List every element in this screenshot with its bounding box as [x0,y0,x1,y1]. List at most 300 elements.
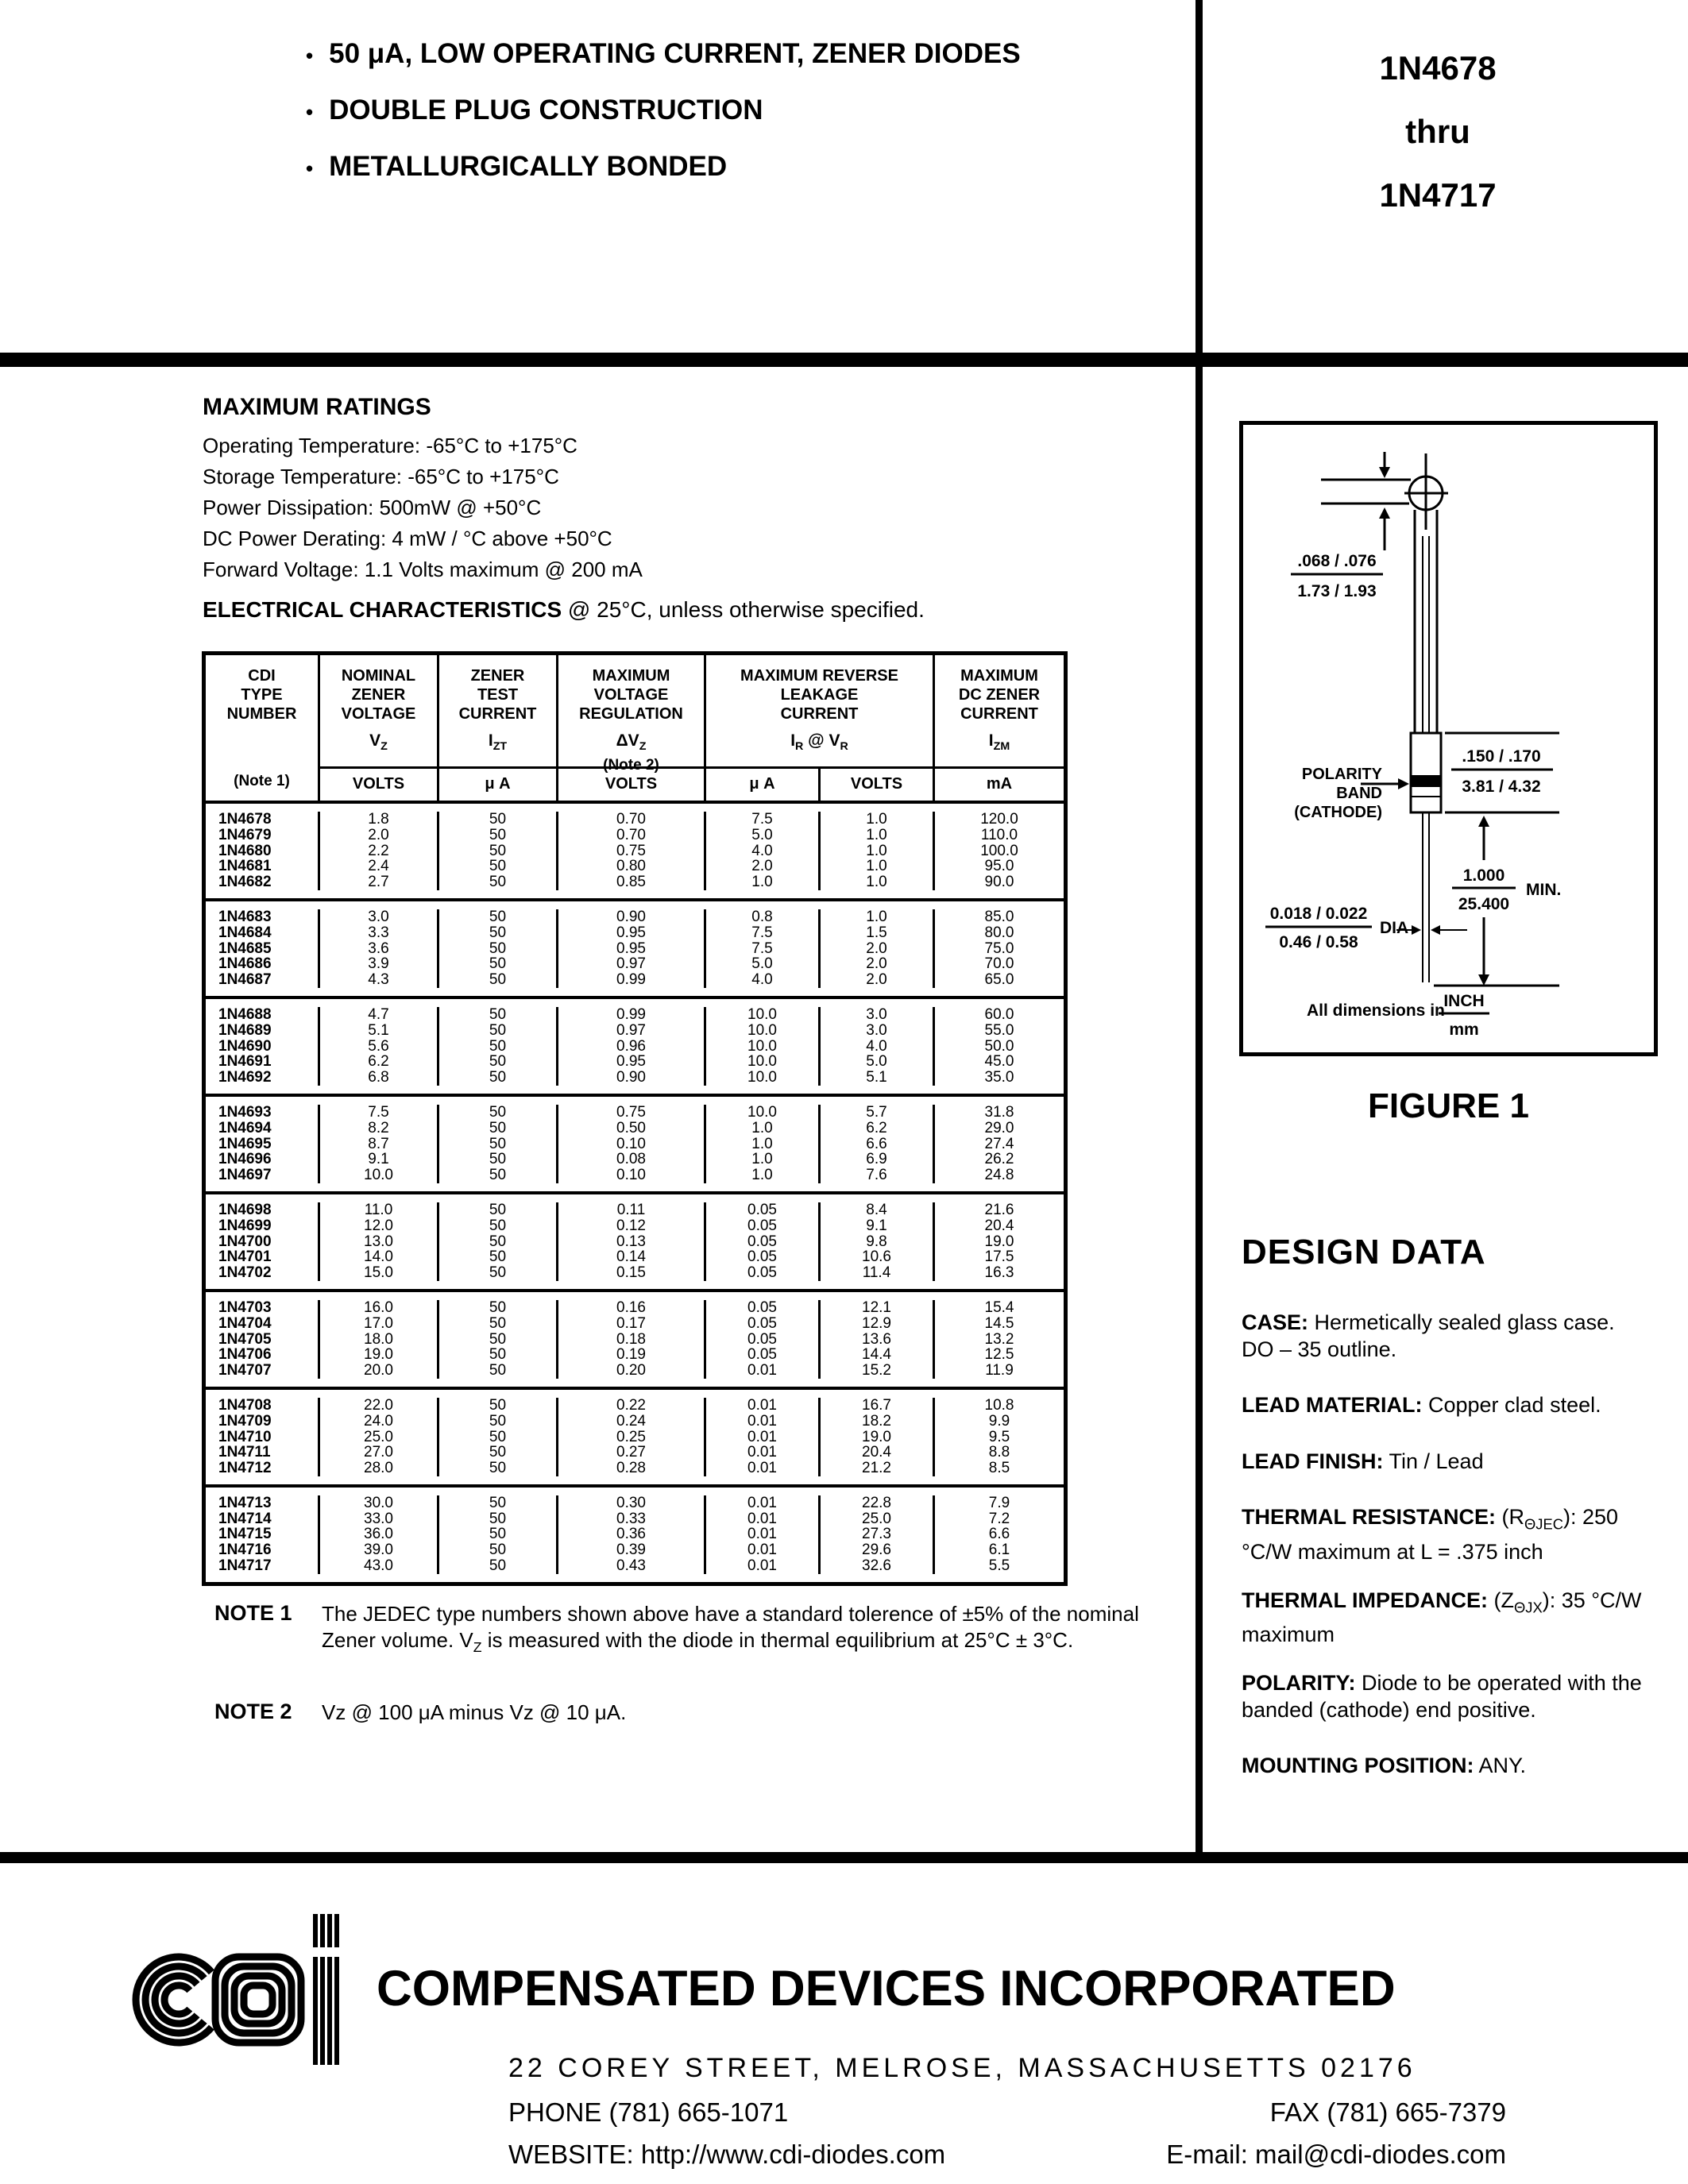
cell-value: 65.0 [984,971,1014,989]
cell-value: 50 [439,1249,558,1265]
cell-type-number: 1N4681 [206,859,320,874]
part-last: 1N4717 [1379,176,1497,214]
table-group [206,1094,1064,1191]
cell-type-number: 1N4716 [206,1542,320,1558]
table-group [206,898,1064,996]
cell-value: 22.0 [320,1398,439,1414]
header-note: (Note 2) [603,757,659,774]
table-row [206,1070,1064,1086]
company-website: WEBSITE: http://www.cdi-diodes.com [508,2140,946,2169]
dim-length-mm: 25.400 [1458,895,1510,913]
cell-value: 24.0 [320,1414,439,1430]
cell-value: 16.3 [984,1264,1014,1282]
maximum-ratings-title: MAXIMUM RATINGS [203,394,431,420]
vertical-divider [1196,0,1203,1852]
cell-value: 16.7 [821,1398,935,1414]
cell-type-number: 1N4699 [206,1218,320,1234]
cell-value: 10.0 [320,1167,439,1183]
table-row [206,1542,1064,1558]
cell-value: 0.16 [558,1300,706,1316]
cell-value: 50 [439,1461,558,1476]
header-line: NUMBER [226,705,297,723]
feature-text: 50 μA, LOW OPERATING CURRENT, ZENER DIODES [329,38,1021,69]
unit-cell: μ A [439,769,558,801]
cell-value: 11.0 [320,1202,439,1218]
table-row [206,1363,1064,1379]
cell-value: 0.97 [558,1023,706,1039]
cell-value: 0.96 [558,1039,706,1055]
part-first: 1N4678 [1379,49,1497,87]
cell-value: 20.4 [984,1217,1014,1234]
cell-value: 100.0 [980,842,1018,859]
cell-value: 0.95 [558,925,706,941]
cell-value: 19.0 [320,1347,439,1363]
electrical-characteristics-table [202,651,1068,1586]
cell-value: 0.05 [706,1218,821,1234]
cell-value: 95.0 [984,858,1014,875]
dim-lead-inch: .068 / .076 [1297,552,1377,570]
feature-bullets [306,38,1021,207]
table-row [206,1347,1064,1363]
cell-value: 0.01 [706,1511,821,1527]
header-line: CDI [248,667,276,685]
cell-value: 29.0 [984,1119,1014,1136]
table-row [206,941,1064,957]
cell-type-number: 1N4678 [206,812,320,828]
cell-value: 4.0 [706,972,821,988]
cell-value: 0.08 [558,1152,706,1167]
cell-value: 1.8 [320,812,439,828]
cell-value: 0.10 [558,1136,706,1152]
cell-value: 27.0 [320,1445,439,1461]
figure-1-box [1239,421,1658,1056]
cell-value: 0.39 [558,1542,706,1558]
cell-value: 10.0 [706,1007,821,1023]
cell-value: 22.8 [821,1495,935,1511]
table-row [206,1007,1064,1023]
symbol-ir-vr: $I_R$ @ $V_R$ [790,731,848,754]
table-row [206,874,1064,890]
design-item-thermal-resistance: THERMAL RESISTANCE: $(R_{\Theta JEC})$: 250 °C/W maximum at L = .375 inch [1242,1505,1619,1564]
cell-value: 12.0 [320,1218,439,1234]
cell-type-number: 1N4715 [206,1526,320,1542]
cell-value: 50 [439,828,558,843]
cell-value: 50 [439,1105,558,1121]
table-row [206,1218,1064,1234]
design-item-polarity: POLARITY: Diode to be operated with the banded (cathode) end positive. [1242,1670,1642,1722]
cell-value: 50 [439,1023,558,1039]
cell-value: 6.1 [988,1542,1010,1559]
cell-value: 9.1 [821,1218,935,1234]
cell-value: 0.17 [558,1316,706,1332]
cell-value: 50 [439,1265,558,1281]
cell-value: 50 [439,1495,558,1511]
dim-dia-label: DIA [1380,919,1409,937]
dim-body-mm: 3.81 / 4.32 [1462,778,1541,796]
cell-value: 50 [439,1070,558,1086]
cell-value: 0.19 [558,1347,706,1363]
cell-value: 55.0 [984,1021,1014,1039]
cell-value: 0.01 [706,1542,821,1558]
rating-line: Forward Voltage: 1.1 Volts maximum @ 200 mA [203,558,643,581]
cell-value: 8.4 [821,1202,935,1218]
cell-type-number: 1N4692 [206,1070,320,1086]
cell-value: 2.4 [320,859,439,874]
part-thru: thru [1405,113,1470,150]
cell-value: 2.0 [320,828,439,843]
cell-value: 6.6 [988,1526,1010,1543]
cell-value: 9.9 [988,1412,1010,1430]
cell-value: 2.2 [320,843,439,859]
cell-value: 0.05 [706,1249,821,1265]
header-nominal-zener-voltage: NOMINAL ZENER VOLTAGE $V_Z$ [320,655,439,766]
electrical-heading-rest: @ 25°C, unless otherwise specified. [562,597,925,622]
cell-value: 4.7 [320,1007,439,1023]
table-header [206,655,1064,801]
cell-value: 0.05 [706,1300,821,1316]
cell-type-number: 1N4695 [206,1136,320,1152]
cell-value: 0.8 [706,909,821,925]
polarity-band [1411,775,1441,787]
cell-value: 0.01 [706,1398,821,1414]
cell-value: 50 [439,1136,558,1152]
cell-value: 50 [439,812,558,828]
cell-value: 50 [439,1054,558,1070]
cell-value: 7.5 [706,941,821,957]
cell-value: 1.0 [706,1136,821,1152]
table-row [206,1430,1064,1445]
rating-line: Operating Temperature: -65°C to +175°C [203,434,577,457]
cell-value: 0.50 [558,1121,706,1136]
cell-value: 3.0 [821,1007,935,1023]
cell-value: 0.05 [706,1265,821,1281]
symbol-izt: $I_{ZT}$ [488,731,508,754]
table-row [206,956,1064,972]
cell-value: 14.0 [320,1249,439,1265]
cell-type-number: 1N4685 [206,941,320,957]
cell-value: 3.0 [821,1023,935,1039]
cell-value: 7.5 [320,1105,439,1121]
cell-value: 0.20 [558,1363,706,1379]
dim-length-inch: 1.000 [1462,866,1505,885]
cell-value: 0.14 [558,1249,706,1265]
cell-value: 32.6 [821,1558,935,1574]
dims-note: All dimensions in [1307,1001,1445,1020]
cell-type-number: 1N4679 [206,828,320,843]
dim-dia-mm: 0.46 / 0.58 [1279,933,1358,951]
cell-value: 10.0 [706,1070,821,1086]
cell-type-number: 1N4698 [206,1202,320,1218]
table-group [206,1387,1064,1484]
cell-value: 0.75 [558,843,706,859]
cell-value: 0.80 [558,859,706,874]
cell-value: 3.9 [320,956,439,972]
note2-label: NOTE 2 [214,1700,292,1723]
cell-value: 70.0 [984,955,1014,973]
cell-value: 0.01 [706,1526,821,1542]
design-item-lead-material: LEAD MATERIAL: Copper clad steel. [1242,1393,1601,1418]
cell-value: 0.97 [558,956,706,972]
cell-value: 5.0 [706,828,821,843]
cell-value: 85.0 [984,908,1014,925]
cell-value: 0.85 [558,874,706,890]
cell-value: 50 [439,859,558,874]
cell-type-number: 1N4717 [206,1558,320,1574]
cell-value: 0.25 [558,1430,706,1445]
cell-value: 24.8 [984,1167,1014,1184]
cell-value: 27.4 [984,1135,1014,1152]
cell-type-number: 1N4712 [206,1461,320,1476]
cell-value: 21.2 [821,1461,935,1476]
cell-value: 0.27 [558,1445,706,1461]
cell-value: 0.22 [558,1398,706,1414]
cell-value: 50 [439,1316,558,1332]
cell-value: 1.0 [821,909,935,925]
table-row [206,1445,1064,1461]
cell-value: 0.24 [558,1414,706,1430]
cell-value: 50 [439,1167,558,1183]
cell-value: 1.0 [821,859,935,874]
table-group [206,1191,1064,1289]
cell-value: 9.8 [821,1234,935,1250]
cell-value: 0.30 [558,1495,706,1511]
cell-value: 10.0 [706,1105,821,1121]
cell-value: 110.0 [980,826,1018,843]
cell-value: 4.0 [706,843,821,859]
cell-value: 26.2 [984,1151,1014,1168]
cell-value: 31.8 [984,1103,1014,1121]
cell-value: 20.0 [320,1363,439,1379]
cell-value: 50 [439,1445,558,1461]
bullet-icon: • [306,100,314,124]
cell-value: 0.18 [558,1332,706,1348]
cell-value: 18.0 [320,1332,439,1348]
cell-value: 10.8 [984,1396,1014,1414]
cell-value: 30.0 [320,1495,439,1511]
cell-value: 50 [439,1511,558,1527]
cell-type-number: 1N4693 [206,1105,320,1121]
table-row [206,1105,1064,1121]
cell-value: 5.1 [320,1023,439,1039]
cell-value: 50 [439,941,558,957]
horizontal-rule-top [0,353,1688,367]
table-row [206,1461,1064,1476]
part-number-range [1199,49,1676,240]
cell-type-number: 1N4690 [206,1039,320,1055]
table-row [206,1316,1064,1332]
unit-cell: VOLTS [558,769,706,801]
cell-value: 90.0 [984,874,1014,891]
note2-text: Vz @ 100 μA minus Vz @ 10 μA. [322,1700,627,1724]
cell-value: 8.5 [988,1460,1010,1477]
cell-type-number: 1N4706 [206,1347,320,1363]
table-row [206,1398,1064,1414]
cell-value: 0.90 [558,909,706,925]
cell-value: 0.33 [558,1511,706,1527]
company-email: E-mail: mail@cdi-diodes.com [1166,2140,1506,2169]
cell-value: 15.4 [984,1298,1014,1316]
cell-value: 3.6 [320,941,439,957]
header-zener-test-current: ZENER TEST CURRENT $I_{ZT}$ [439,655,558,766]
dim-length-min: MIN. [1526,881,1562,899]
cell-value: 2.0 [821,941,935,957]
table-row [206,1039,1064,1055]
cell-value: 0.10 [558,1167,706,1183]
rating-line: DC Power Derating: 4 mW / °C above +50°C [203,527,612,550]
diode-body [1411,733,1441,812]
header-type-number [206,655,320,801]
cell-value: 50 [439,1152,558,1167]
cell-value: 0.05 [706,1332,821,1348]
table-row [206,1136,1064,1152]
cell-value: 50 [439,956,558,972]
cell-type-number: 1N4714 [206,1511,320,1527]
cell-value: 13.6 [821,1332,935,1348]
cell-value: 25.0 [821,1511,935,1527]
cell-value: 50 [439,1398,558,1414]
rating-line: Storage Temperature: -65°C to +175°C [203,465,559,488]
cell-value: 2.0 [821,972,935,988]
table-row [206,1023,1064,1039]
cell-value: 35.0 [984,1069,1014,1086]
cell-value: 20.4 [821,1445,935,1461]
cell-value: 25.0 [320,1430,439,1445]
cell-type-number: 1N4700 [206,1234,320,1250]
cell-value: 50 [439,1234,558,1250]
unit-cell: mA [986,775,1013,793]
cell-value: 19.0 [984,1233,1014,1250]
cell-value: 14.5 [984,1314,1014,1332]
feature-bullet [306,95,1021,126]
symbol-vz: $V_Z$ [369,731,388,754]
cell-value: 2.7 [320,874,439,890]
cell-value: 21.6 [984,1201,1014,1218]
cell-type-number: 1N4687 [206,972,320,988]
cell-value: 9.1 [320,1152,439,1167]
table-row [206,1300,1064,1316]
cell-value: 27.3 [821,1526,935,1542]
table-row [206,1414,1064,1430]
cell-value: 8.7 [320,1136,439,1152]
polarity-label-1: POLARITY [1301,766,1382,783]
cell-value: 0.05 [706,1202,821,1218]
cell-value: 0.01 [706,1414,821,1430]
cell-value: 9.5 [988,1428,1010,1445]
cell-value: 28.0 [320,1461,439,1476]
cell-value: 0.75 [558,1105,706,1121]
cell-value: 19.0 [821,1430,935,1445]
cell-type-number: 1N4696 [206,1152,320,1167]
cell-value: 0.13 [558,1234,706,1250]
cell-value: 1.0 [706,874,821,890]
electrical-heading-bold: ELECTRICAL CHARACTERISTICS [203,597,562,622]
cell-value: 50 [439,1558,558,1574]
cell-type-number: 1N4702 [206,1265,320,1281]
cell-value: 0.01 [706,1445,821,1461]
rating-line: Power Dissipation: 500mW @ +50°C [203,496,542,519]
cell-value: 5.7 [821,1105,935,1121]
cell-value: 0.95 [558,1054,706,1070]
cell-value: 6.6 [821,1136,935,1152]
cell-value: 7.5 [706,925,821,941]
cell-value: 18.2 [821,1414,935,1430]
header-line: TYPE [241,686,283,704]
cell-value: 10.0 [706,1039,821,1055]
electrical-characteristics-heading [203,597,925,623]
cell-value: 0.01 [706,1430,821,1445]
symbol-dvz: $\Delta V_Z$ [616,731,647,754]
note1-text: The JEDEC type numbers shown above have a standard tolerence of ±5% of the nominal Zener volume. $V_Z$ is measured with the diode in thermal equilibrium at 25°C ± 3°C. [322,1602,1139,1656]
cell-value: 120.0 [980,811,1018,828]
cell-type-number: 1N4689 [206,1023,320,1039]
feature-text: DOUBLE PLUG CONSTRUCTION [329,95,763,125]
cell-value: 50 [439,1430,558,1445]
cell-value: 50 [439,1007,558,1023]
table-row [206,1167,1064,1183]
cell-type-number: 1N4683 [206,909,320,925]
cell-value: 0.36 [558,1526,706,1542]
cell-value: 0.99 [558,972,706,988]
cell-value: 2.0 [706,859,821,874]
company-address: 22 COREY STREET, MELROSE, MASSACHUSETTS 02176 [508,2053,1416,2083]
cell-value: 80.0 [984,924,1014,941]
cell-value: 0.12 [558,1218,706,1234]
design-data-section [1242,1233,1648,1808]
polarity-label-3: (CATHODE) [1294,804,1382,821]
table-body [206,801,1064,1582]
cell-value: 8.8 [988,1444,1010,1461]
header-note: (Note 1) [234,773,290,789]
cell-value: 7.6 [821,1167,935,1183]
cell-value: 8.2 [320,1121,439,1136]
table-group [206,1484,1064,1582]
cell-type-number: 1N4694 [206,1121,320,1136]
diode-outline-drawing [1243,425,1654,1052]
table-row [206,1495,1064,1511]
cell-type-number: 1N4697 [206,1167,320,1183]
cell-value: 50 [439,1218,558,1234]
cell-value: 16.0 [320,1300,439,1316]
table-row [206,1558,1064,1574]
cell-value: 3.0 [320,909,439,925]
cell-type-number: 1N4680 [206,843,320,859]
cell-value: 3.3 [320,925,439,941]
design-item-lead-finish: LEAD FINISH: Tin / Lead [1242,1449,1484,1473]
cell-value: 6.9 [821,1152,935,1167]
cell-value: 7.5 [706,812,821,828]
design-item-thermal-impedance: THERMAL IMPEDANCE: $(Z_{\Theta JX})$: 35 °C/W maximum [1242,1588,1642,1646]
header-max-voltage-regulation: MAXIMUM VOLTAGE REGULATION $\Delta V_Z$ (Note 2) [558,655,706,766]
cell-value: 0.01 [706,1558,821,1574]
cell-type-number: 1N4703 [206,1300,320,1316]
unit-cell: VOLTS [821,769,935,801]
cell-value: 50 [439,1542,558,1558]
cell-type-number: 1N4688 [206,1007,320,1023]
cell-value: 17.5 [984,1248,1014,1266]
cell-value: 50 [439,1202,558,1218]
table-row [206,972,1064,988]
cell-value: 12.1 [821,1300,935,1316]
cell-value: 0.01 [706,1363,821,1379]
footer-contact-block [508,2053,1506,2182]
cell-value: 50 [439,1414,558,1430]
cell-value: 6.8 [320,1070,439,1086]
table-group [206,804,1064,898]
bullet-icon: • [306,156,314,180]
cell-value: 50 [439,972,558,988]
cell-value: 5.1 [821,1070,935,1086]
note1-label: NOTE 1 [214,1601,292,1625]
